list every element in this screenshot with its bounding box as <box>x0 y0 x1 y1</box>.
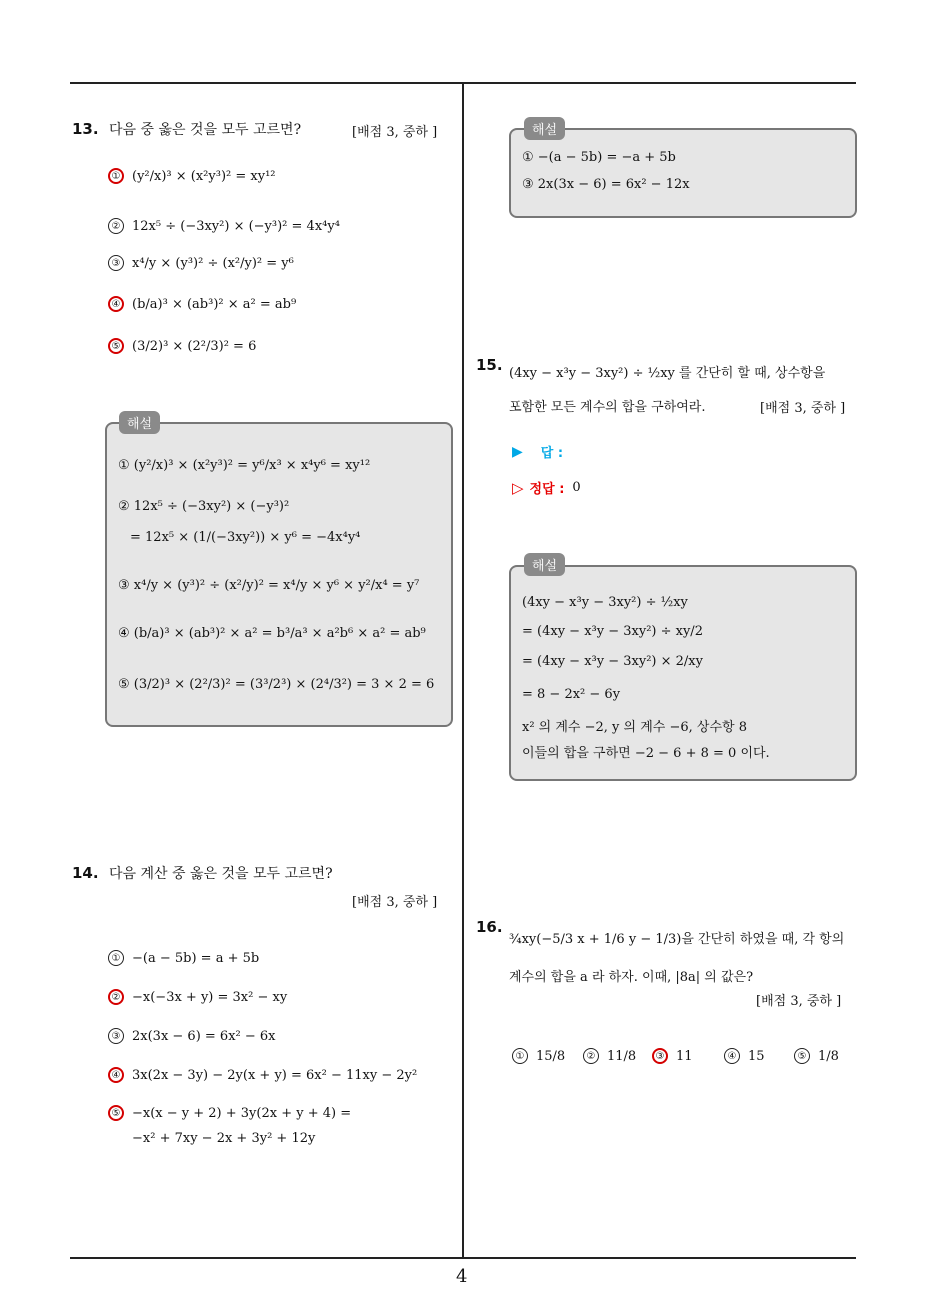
q14-header <box>72 862 452 885</box>
q14-choice-1-expr: −(a − 5b) = a + 5b <box>132 950 260 966</box>
q13-choice-2[interactable] <box>108 218 340 234</box>
q14-choice-5-expr: −x(x − y + 2) + 3y(2x + y + 4) = <box>132 1105 352 1121</box>
q16-choice-4-value: 15 <box>748 1048 765 1064</box>
q13-solution-line-1: ① (y²/x)³ × (x²y³)² = y⁶/x³ × x⁴y⁶ = xy¹² <box>118 458 371 473</box>
q15-solution-line-4: = 8 − 2x² − 6y <box>522 687 621 702</box>
q15-answer-label: 답 : <box>540 446 564 461</box>
q16-choice-5-value: 1/8 <box>818 1048 839 1064</box>
q16-meta: [배점 3, 중하 ] <box>756 994 842 1009</box>
q16-choice-4-mark: ④ <box>724 1048 740 1064</box>
q14-choice-3-mark: ③ <box>108 1028 124 1044</box>
q13-solution-line-6: ⑤ (3/2)³ × (2²/3)² = (3³/2³) × (2⁴/3²) = 3 × 2 = 6 <box>118 677 435 692</box>
q13-solution-tag: 해설 <box>119 411 160 434</box>
q15-solution-line-5: x² 의 계수 −2, y 의 계수 −6, 상수항 8 <box>522 720 747 735</box>
q15-solution-line-2: = (4xy − x³y − 3xy²) ÷ xy/2 <box>522 624 703 639</box>
q13-solution-line-5: ④ (b/a)³ × (ab³)² × a² = b³/a³ × a²b⁶ × a² = ab⁹ <box>118 626 426 641</box>
q15-solution-tag: 해설 <box>524 553 565 576</box>
center-divider <box>462 84 464 1258</box>
play-icon: ▶ <box>512 443 523 460</box>
q16-choice-2-value: 11/8 <box>607 1048 637 1064</box>
q16-line-1: ¾xy(−5/3 x + 1/6 y − 1/3)을 간단히 하였을 때, 각 항의 <box>509 932 845 947</box>
q13-solution-line-4: ③ x⁴/y × (y³)² ÷ (x²/y)² = x⁴/y × y⁶ × y²/x⁴ = y⁷ <box>118 578 420 593</box>
q14-choice-4[interactable] <box>108 1067 417 1083</box>
q16-number: 16. <box>476 918 503 936</box>
q13-choice-2-mark: ② <box>108 218 124 234</box>
q13-meta: [배점 3, 중하 ] <box>352 125 438 140</box>
q14-choice-5[interactable] <box>108 1105 351 1121</box>
q15-meta: [배점 3, 중하 ] <box>760 401 846 416</box>
q14-solution-line-2: ③ 2x(3x − 6) = 6x² − 12x <box>522 177 690 192</box>
q16-choice-3-mark: ③ <box>652 1048 668 1064</box>
q16-choice-1[interactable] <box>512 1048 565 1064</box>
q14-choice-3-expr: 2x(3x − 6) = 6x² − 6x <box>132 1028 276 1044</box>
q13-number: 13. <box>72 120 99 138</box>
q16-line-2: 계수의 합을 a 라 하자. 이때, |8a| 의 값은? <box>509 970 754 985</box>
q15-line-2: 포함한 모든 계수의 합을 구하여라. <box>509 400 706 415</box>
q16-choice-5-mark: ⑤ <box>794 1048 810 1064</box>
q15-answer-row[interactable] <box>512 442 563 461</box>
q13-choice-1-expr: (y²/x)³ × (x²y³)² = xy¹² <box>132 168 276 184</box>
q14-solution-tag: 해설 <box>524 117 565 140</box>
q13-choice-4-expr: (b/a)³ × (ab³)² × a² = ab⁹ <box>132 296 297 312</box>
q14-choice-5-mark: ⑤ <box>108 1105 124 1121</box>
q13-choice-3-mark: ③ <box>108 255 124 271</box>
q14-choice-4-expr: 3x(2x − 3y) − 2y(x + y) = 6x² − 11xy − 2y² <box>132 1067 418 1083</box>
q13-choice-4-mark: ④ <box>108 296 124 312</box>
q13-choice-5-expr: (3/2)³ × (2²/3)² = 6 <box>132 338 257 354</box>
q13-choice-3[interactable] <box>108 255 294 271</box>
q14-text: 다음 계산 중 옳은 것을 모두 고르면? <box>109 866 333 882</box>
q13-choice-4[interactable] <box>108 296 296 312</box>
q13-solution-line-3: = 12x⁵ × (1/(−3xy²)) × y⁶ = −4x⁴y⁴ <box>130 530 361 545</box>
q16-choice-1-value: 15/8 <box>536 1048 566 1064</box>
q13-choice-1[interactable] <box>108 168 276 184</box>
q14-choice-2-expr: −x(−3x + y) = 3x² − xy <box>132 989 288 1005</box>
q14-solution-line-1: ① −(a − 5b) = −a + 5b <box>522 150 676 165</box>
q14-choice-3[interactable] <box>108 1028 276 1044</box>
q16-choice-3[interactable] <box>652 1048 693 1064</box>
q14-meta: [배점 3, 중하 ] <box>352 895 438 910</box>
q13-choice-1-mark: ① <box>108 168 124 184</box>
q14-choice-1[interactable] <box>108 950 259 966</box>
q16-choice-5[interactable] <box>794 1048 839 1064</box>
q16-choice-3-value: 11 <box>676 1048 693 1064</box>
q14-solution-box <box>509 128 857 218</box>
q14-choice-2-mark: ② <box>108 989 124 1005</box>
q15-number: 15. <box>476 356 503 374</box>
q13-choice-5-mark: ⑤ <box>108 338 124 354</box>
q15-line-1: (4xy − x³y − 3xy²) ÷ ½xy 를 간단히 할 때, 상수항을 <box>509 366 826 381</box>
q13-choice-3-expr: x⁴/y × (y³)² ÷ (x²/y)² = y⁶ <box>132 255 294 271</box>
q13-text: 다음 중 옳은 것을 모두 고르면? <box>109 122 302 138</box>
q13-solution-line-2: ② 12x⁵ ÷ (−3xy²) × (−y³)² <box>118 499 290 514</box>
q14-choice-2[interactable] <box>108 989 287 1005</box>
q16-choice-2[interactable] <box>583 1048 636 1064</box>
q16-choice-2-mark: ② <box>583 1048 599 1064</box>
q15-correct-label: 정답 : <box>529 482 565 497</box>
bottom-rule <box>70 1257 856 1259</box>
q14-choice-1-mark: ① <box>108 950 124 966</box>
outline-play-icon: ▷ <box>512 478 524 497</box>
q14-choice-5-continued: −x² + 7xy − 2x + 3y² + 12y <box>132 1131 316 1146</box>
page-number: 4 <box>456 1266 468 1287</box>
q16-choice-1-mark: ① <box>512 1048 528 1064</box>
q13-choice-5[interactable] <box>108 338 256 354</box>
q13-choice-2-expr: 12x⁵ ÷ (−3xy²) × (−y³)² = 4x⁴y⁴ <box>132 218 340 234</box>
q15-solution-line-3: = (4xy − x³y − 3xy²) × 2/xy <box>522 654 703 669</box>
q15-solution-line-6: 이들의 합을 구하면 −2 − 6 + 8 = 0 이다. <box>522 746 770 761</box>
q14-choice-4-mark: ④ <box>108 1067 124 1083</box>
q15-correct-value: 0 <box>572 480 581 495</box>
q15-correct-row <box>512 478 581 497</box>
q16-choice-4[interactable] <box>724 1048 765 1064</box>
q15-solution-line-1: (4xy − x³y − 3xy²) ÷ ½xy <box>522 595 688 610</box>
q14-number: 14. <box>72 864 99 882</box>
